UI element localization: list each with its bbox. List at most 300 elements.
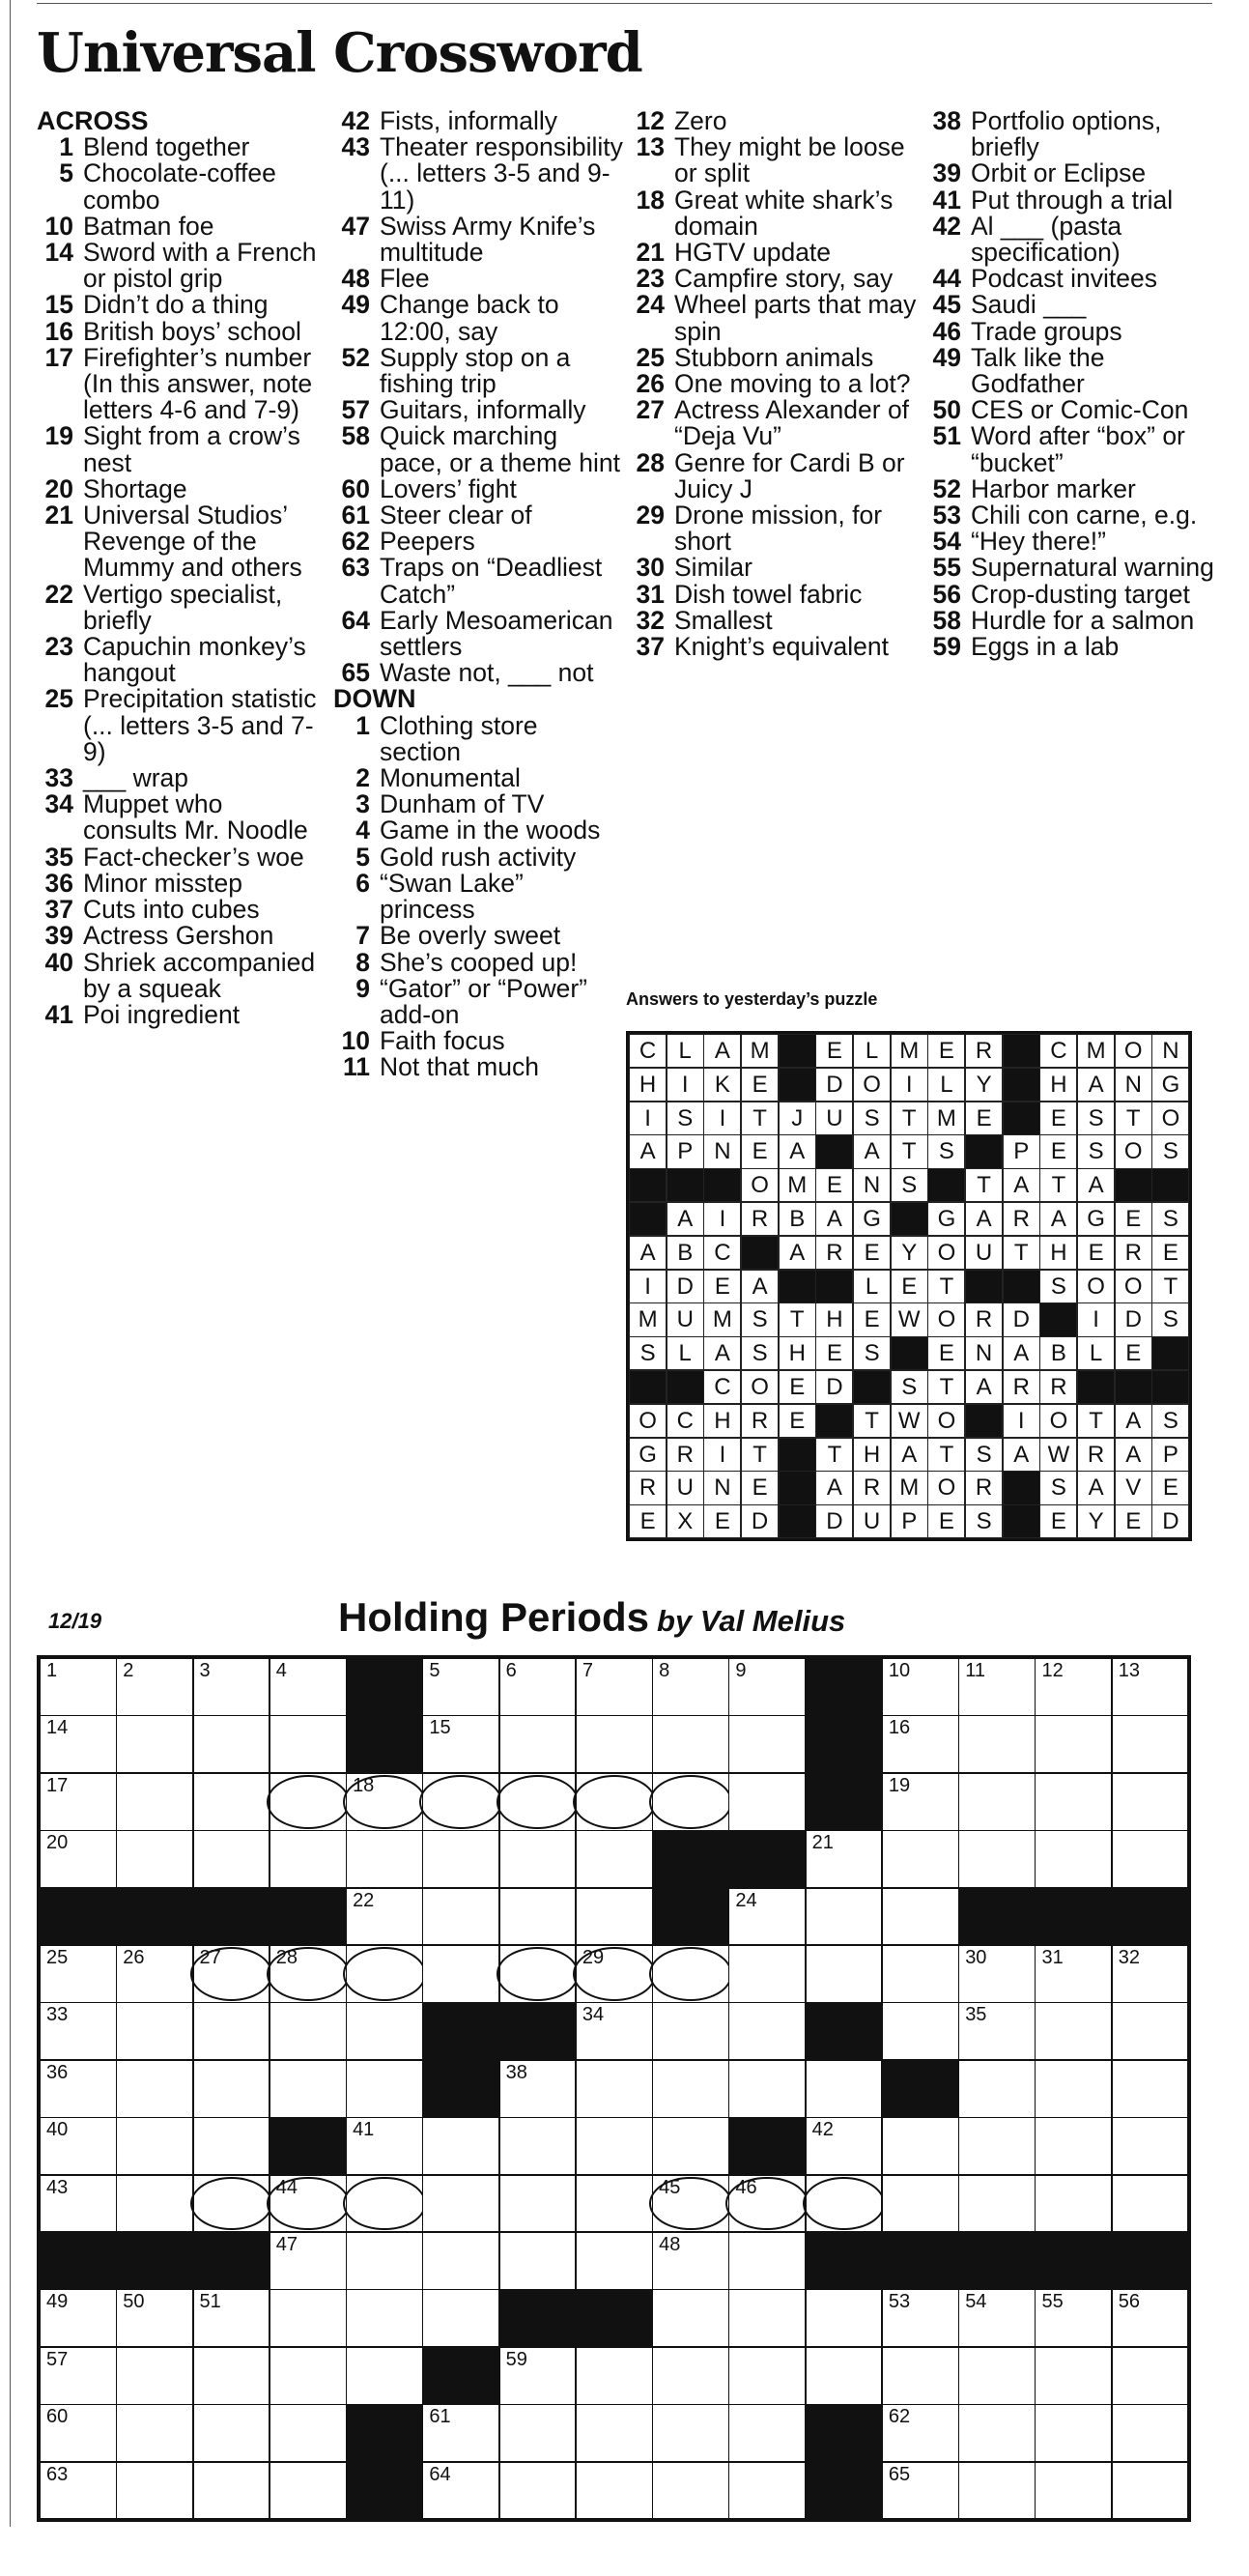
grid-cell[interactable] — [958, 1945, 1036, 2003]
answer-block — [703, 1168, 741, 1202]
answer-cell: A — [815, 1202, 853, 1236]
clue-number: 51 — [932, 421, 961, 451]
clue-text: Dish towel fabric — [674, 579, 863, 609]
cell-number: 30 — [965, 1947, 987, 1968]
grid-cell[interactable] — [193, 1830, 270, 1888]
grid-cell[interactable] — [1035, 2060, 1112, 2118]
clue — [628, 502, 918, 555]
grid-cell[interactable] — [40, 1658, 117, 1716]
answer-cell: L — [927, 1068, 965, 1102]
answer-cell: Y — [1077, 1504, 1115, 1538]
answer-cell: W — [891, 1302, 928, 1336]
answer-cell: R — [965, 1034, 1003, 1068]
clue — [333, 502, 623, 529]
grid-cell[interactable] — [882, 1715, 959, 1773]
grid-cell[interactable] — [499, 2175, 577, 2233]
grid-cell[interactable] — [116, 1773, 193, 1831]
clue-text: Gold rush activity — [380, 842, 577, 872]
grid-cell[interactable] — [40, 2175, 117, 2233]
grid-cell[interactable] — [1035, 2462, 1112, 2520]
grid-cell[interactable] — [1112, 1945, 1189, 2003]
grid-cell[interactable] — [422, 2232, 499, 2290]
grid-cell[interactable] — [1112, 2462, 1189, 2520]
grid-cell[interactable] — [728, 2347, 806, 2405]
grid-cell[interactable] — [958, 2117, 1036, 2175]
answer-cell: E — [629, 1504, 667, 1538]
grid-cell[interactable] — [882, 1773, 959, 1831]
grid-cell[interactable] — [728, 1715, 806, 1773]
grid-cell[interactable] — [346, 1888, 423, 1946]
grid-cell[interactable] — [652, 2175, 729, 2233]
grid-cell[interactable] — [1035, 2404, 1112, 2462]
grid-block — [1112, 2232, 1189, 2290]
grid-cell[interactable] — [728, 2462, 806, 2520]
answer-cell: E — [1115, 1504, 1152, 1538]
grid-cell[interactable] — [576, 2462, 653, 2520]
grid-cell[interactable] — [499, 1715, 577, 1773]
grid-cell[interactable] — [1112, 2347, 1189, 2405]
grid-cell[interactable] — [422, 1888, 499, 1946]
grid-cell[interactable] — [422, 1715, 499, 1773]
grid-cell[interactable] — [576, 1773, 653, 1831]
grid-cell[interactable] — [346, 2117, 423, 2175]
grid-cell[interactable] — [1035, 2002, 1112, 2060]
grid-cell[interactable] — [576, 2404, 653, 2462]
grid-cell[interactable] — [728, 2289, 806, 2347]
grid-cell[interactable] — [806, 1830, 883, 1888]
grid-cell[interactable] — [652, 1773, 729, 1831]
grid-cell[interactable] — [1035, 1830, 1112, 1888]
clue-number: 7 — [355, 921, 370, 951]
grid-cell[interactable] — [40, 2060, 117, 2118]
grid-cell[interactable] — [116, 1830, 193, 1888]
clue-number: 32 — [636, 605, 665, 635]
grid-cell[interactable] — [882, 1945, 959, 2003]
answer-cell: S — [853, 1102, 891, 1135]
grid-cell[interactable] — [652, 2232, 729, 2290]
grid-cell[interactable] — [882, 2347, 959, 2405]
grid-cell[interactable] — [270, 1715, 347, 1773]
clue-number: 39 — [932, 158, 961, 188]
answer-cell: R — [1003, 1370, 1040, 1404]
grid-cell[interactable] — [958, 2404, 1036, 2462]
grid-cell[interactable] — [193, 2462, 270, 2520]
grid-cell[interactable] — [270, 1830, 347, 1888]
grid-cell[interactable] — [958, 2002, 1036, 2060]
clue-column-2 — [333, 108, 623, 1081]
grid-cell[interactable] — [116, 2117, 193, 2175]
grid-cell[interactable] — [422, 1658, 499, 1716]
answer-cell: I — [891, 1068, 928, 1102]
cell-number: 55 — [1041, 2291, 1064, 2313]
answer-cell: R — [1077, 1438, 1115, 1472]
answer-cell: N — [703, 1471, 741, 1504]
answer-cell: T — [779, 1302, 816, 1336]
grid-cell[interactable] — [728, 2404, 806, 2462]
answer-block — [1039, 1302, 1077, 1336]
clue — [628, 579, 918, 609]
clue-number: 58 — [341, 421, 370, 451]
grid-cell[interactable] — [193, 2347, 270, 2405]
grid-cell[interactable] — [882, 2404, 959, 2462]
answer-block — [1077, 1370, 1115, 1404]
grid-cell[interactable] — [499, 2117, 577, 2175]
answer-block — [779, 1270, 816, 1303]
grid-cell[interactable] — [806, 2060, 883, 2118]
circle-marker — [803, 2177, 886, 2231]
clue — [333, 397, 623, 423]
grid-cell[interactable] — [1035, 2289, 1112, 2347]
cell-number: 63 — [46, 2463, 69, 2485]
grid-cell[interactable] — [422, 1945, 499, 2003]
clue-number: 15 — [44, 290, 73, 320]
grid-cell[interactable] — [1112, 2117, 1189, 2175]
grid-cell[interactable] — [1112, 1830, 1189, 1888]
grid-cell[interactable] — [193, 2060, 270, 2118]
clue — [924, 266, 1214, 292]
grid-cell[interactable] — [116, 1945, 193, 2003]
grid-cell[interactable] — [652, 2060, 729, 2118]
grid-cell[interactable] — [270, 2404, 347, 2462]
grid-cell[interactable] — [882, 1830, 959, 1888]
grid-cell[interactable] — [576, 1658, 653, 1716]
grid-cell[interactable] — [116, 2404, 193, 2462]
grid-cell[interactable] — [40, 2462, 117, 2520]
grid-cell[interactable] — [499, 2232, 577, 2290]
grid-cell[interactable] — [652, 2404, 729, 2462]
grid-cell[interactable] — [806, 2117, 883, 2175]
grid-cell[interactable] — [422, 1830, 499, 1888]
grid-cell[interactable] — [958, 2060, 1036, 2118]
answer-cell: H — [1039, 1068, 1077, 1102]
grid-cell[interactable] — [346, 1945, 423, 2003]
grid-cell[interactable] — [270, 2060, 347, 2118]
grid-cell[interactable] — [1035, 1945, 1112, 2003]
grid-cell[interactable] — [576, 1945, 653, 2003]
grid-cell[interactable] — [193, 1773, 270, 1831]
grid-cell[interactable] — [958, 2289, 1036, 2347]
grid-cell[interactable] — [728, 2060, 806, 2118]
clue-number: 61 — [341, 501, 370, 530]
clue-number: 20 — [44, 473, 73, 503]
clue — [333, 1028, 623, 1054]
grid-cell[interactable] — [40, 1715, 117, 1773]
grid-cell[interactable] — [422, 1773, 499, 1831]
clue — [37, 791, 322, 844]
grid-cell[interactable] — [728, 2232, 806, 2290]
grid-cell[interactable] — [193, 1658, 270, 1716]
clue-number: 65 — [341, 658, 370, 688]
grid-cell[interactable] — [728, 1773, 806, 1831]
grid-block — [499, 2002, 577, 2060]
grid-cell[interactable] — [728, 2002, 806, 2060]
clue — [628, 108, 918, 134]
answer-block — [629, 1168, 667, 1202]
grid-cell[interactable] — [193, 1945, 270, 2003]
grid-cell[interactable] — [806, 1945, 883, 2003]
grid-cell[interactable] — [576, 1888, 653, 1946]
answer-cell: H — [779, 1336, 816, 1370]
grid-cell[interactable] — [882, 2462, 959, 2520]
answer-cell: M — [891, 1471, 928, 1504]
clue-text: Batman foe — [83, 211, 214, 241]
answer-block — [629, 1202, 667, 1236]
answer-block — [779, 1471, 816, 1504]
grid-cell[interactable] — [1112, 1773, 1189, 1831]
grid-cell[interactable] — [576, 2117, 653, 2175]
grid-cell[interactable] — [116, 2289, 193, 2347]
cell-number: 15 — [429, 1717, 451, 1739]
grid-cell[interactable] — [652, 2462, 729, 2520]
answer-cell: A — [1115, 1404, 1152, 1438]
grid-cell[interactable] — [499, 1888, 577, 1946]
cell-number: 40 — [46, 2119, 69, 2141]
grid-cell[interactable] — [958, 2462, 1036, 2520]
grid-cell[interactable] — [499, 1830, 577, 1888]
clue — [924, 473, 1214, 503]
cell-number: 21 — [811, 1832, 834, 1854]
answer-cell: P — [1003, 1134, 1040, 1168]
grid-cell[interactable] — [499, 1773, 577, 1831]
answer-cell: E — [965, 1102, 1003, 1135]
grid-cell[interactable] — [346, 2232, 423, 2290]
answer-cell: E — [1039, 1134, 1077, 1168]
answer-cell: C — [703, 1236, 741, 1270]
grid-cell[interactable] — [1112, 2002, 1189, 2060]
grid-cell[interactable] — [1112, 2404, 1189, 2462]
cell-number: 45 — [659, 2176, 681, 2198]
grid-cell[interactable] — [193, 2289, 270, 2347]
answer-cell: A — [667, 1202, 704, 1236]
grid-cell[interactable] — [193, 2175, 270, 2233]
grid-cell[interactable] — [270, 2232, 347, 2290]
grid-cell[interactable] — [270, 1945, 347, 2003]
answer-cell: E — [1151, 1236, 1189, 1270]
answer-cell: H — [815, 1302, 853, 1336]
grid-cell[interactable] — [728, 1945, 806, 2003]
clue — [37, 211, 322, 241]
grid-cell[interactable] — [958, 1658, 1036, 1716]
answer-cell: D — [815, 1068, 853, 1102]
clue — [333, 211, 623, 268]
grid-cell[interactable] — [346, 2175, 423, 2233]
grid-cell[interactable] — [346, 2347, 423, 2405]
grid-cell[interactable] — [1035, 1715, 1112, 1773]
grid-cell[interactable] — [40, 2117, 117, 2175]
grid-cell[interactable] — [40, 1773, 117, 1831]
grid-cell[interactable] — [728, 2175, 806, 2233]
grid-cell[interactable] — [958, 1830, 1036, 1888]
grid-cell[interactable] — [576, 2060, 653, 2118]
grid-cell[interactable] — [652, 2002, 729, 2060]
grid-block — [728, 2117, 806, 2175]
grid-cell[interactable] — [1112, 2060, 1189, 2118]
grid-cell[interactable] — [652, 2289, 729, 2347]
cell-number: 4 — [275, 1660, 287, 1681]
grid-cell[interactable] — [1035, 2175, 1112, 2233]
grid-cell[interactable] — [193, 2404, 270, 2462]
grid-cell[interactable] — [193, 1715, 270, 1773]
clue-number: 14 — [44, 238, 73, 268]
cell-number: 18 — [353, 1774, 375, 1796]
grid-cell[interactable] — [40, 2289, 117, 2347]
grid-cell[interactable] — [40, 1830, 117, 1888]
clue-number: 5 — [59, 158, 73, 188]
answer-cell: O — [741, 1370, 779, 1404]
grid-cell[interactable] — [652, 2347, 729, 2405]
grid-cell[interactable] — [346, 1830, 423, 1888]
answer-cell: E — [703, 1504, 741, 1538]
grid-cell[interactable] — [422, 2117, 499, 2175]
grid-cell[interactable] — [499, 2347, 577, 2405]
grid-cell[interactable] — [270, 2347, 347, 2405]
grid-cell[interactable] — [116, 1658, 193, 1716]
grid-cell[interactable] — [576, 1830, 653, 1888]
grid-cell[interactable] — [116, 2347, 193, 2405]
grid-cell[interactable] — [652, 2117, 729, 2175]
answer-block — [1003, 1102, 1040, 1135]
clue-text: They might be loose or split — [674, 132, 905, 188]
grid-cell[interactable] — [116, 2002, 193, 2060]
grid-cell[interactable] — [422, 2175, 499, 2233]
answer-cell: O — [1115, 1134, 1152, 1168]
grid-cell[interactable] — [576, 2175, 653, 2233]
answer-cell: G — [853, 1202, 891, 1236]
answer-cell: L — [1077, 1336, 1115, 1370]
clue-number: 19 — [44, 421, 73, 451]
clue-number: 1 — [59, 132, 73, 162]
grid-cell[interactable] — [882, 2002, 959, 2060]
answer-cell: A — [815, 1471, 853, 1504]
answer-block — [1115, 1168, 1152, 1202]
clue-text: Muppet who consults Mr. Noodle — [83, 789, 308, 845]
grid-cell[interactable] — [806, 1888, 883, 1946]
grid-cell[interactable] — [270, 2289, 347, 2347]
grid-cell[interactable] — [346, 2002, 423, 2060]
clue — [37, 686, 322, 765]
grid-cell[interactable] — [728, 1658, 806, 1716]
puzzle-byline: by Val Melius — [657, 1604, 846, 1638]
grid-cell[interactable] — [882, 1658, 959, 1716]
grid-cell[interactable] — [958, 1715, 1036, 1773]
answer-cell: E — [779, 1370, 816, 1404]
clue-text: “Hey there!” — [971, 527, 1106, 557]
grid-cell[interactable] — [422, 2462, 499, 2520]
grid-cell[interactable] — [1035, 2347, 1112, 2405]
cell-number: 13 — [1118, 1660, 1140, 1681]
clue-text: Drone mission, for short — [674, 501, 883, 557]
top-rule — [37, 3, 1212, 4]
grid-cell[interactable] — [270, 1658, 347, 1716]
grid-cell[interactable] — [882, 1888, 959, 1946]
grid-cell[interactable] — [882, 2289, 959, 2347]
grid-cell[interactable] — [40, 1945, 117, 2003]
answer-cell: T — [891, 1134, 928, 1168]
answer-cell: D — [815, 1370, 853, 1404]
grid-cell[interactable] — [193, 2002, 270, 2060]
grid-cell[interactable] — [1035, 2117, 1112, 2175]
grid-cell[interactable] — [346, 2060, 423, 2118]
grid-cell[interactable] — [1035, 1658, 1112, 1716]
grid-block — [193, 2232, 270, 2290]
clue-text: Clothing store section — [380, 710, 538, 766]
grid-cell[interactable] — [1112, 1658, 1189, 1716]
answer-cell: L — [853, 1034, 891, 1068]
grid-cell[interactable] — [652, 1715, 729, 1773]
grid-block — [193, 1888, 270, 1946]
grid-cell[interactable] — [116, 1715, 193, 1773]
grid-cell[interactable] — [40, 2404, 117, 2462]
clue — [333, 342, 623, 399]
grid-cell[interactable] — [958, 2175, 1036, 2233]
answer-cell: R — [965, 1302, 1003, 1336]
clue-number: 41 — [932, 185, 961, 215]
grid-block — [806, 1773, 883, 1831]
grid-cell[interactable] — [270, 2175, 347, 2233]
grid-cell[interactable] — [806, 2347, 883, 2405]
grid-cell[interactable] — [499, 2404, 577, 2462]
answer-cell: S — [1151, 1404, 1189, 1438]
grid-cell[interactable] — [652, 1945, 729, 2003]
grid-cell[interactable] — [499, 1945, 577, 2003]
grid-cell[interactable] — [958, 1773, 1036, 1831]
grid-cell[interactable] — [422, 2289, 499, 2347]
grid-cell[interactable] — [40, 2347, 117, 2405]
grid-cell[interactable] — [116, 2462, 193, 2520]
grid-cell[interactable] — [882, 2117, 959, 2175]
grid-cell[interactable] — [346, 1773, 423, 1831]
grid-cell[interactable] — [1035, 1773, 1112, 1831]
cell-number: 2 — [123, 1660, 134, 1681]
grid-cell[interactable] — [499, 1658, 577, 1716]
grid-cell[interactable] — [576, 2232, 653, 2290]
grid-cell[interactable] — [576, 2002, 653, 2060]
grid-cell[interactable] — [958, 2347, 1036, 2405]
clue — [333, 473, 623, 503]
clue-text: CES or Comic-Con — [971, 395, 1189, 425]
grid-cell[interactable] — [806, 2175, 883, 2233]
clue — [37, 634, 322, 686]
answer-cell: E — [1039, 1102, 1077, 1135]
clue — [37, 844, 322, 871]
answer-cell: A — [853, 1134, 891, 1168]
grid-cell[interactable] — [882, 2175, 959, 2233]
grid-cell[interactable] — [422, 2404, 499, 2462]
grid-cell[interactable] — [499, 2462, 577, 2520]
grid-cell[interactable] — [346, 2289, 423, 2347]
grid-cell[interactable] — [576, 2347, 653, 2405]
grid-cell[interactable] — [116, 2060, 193, 2118]
answers-title: Answers to yesterday’s puzzle — [626, 989, 878, 1009]
grid-cell[interactable] — [116, 2175, 193, 2233]
grid-cell[interactable] — [270, 2462, 347, 2520]
grid-cell[interactable] — [1112, 2175, 1189, 2233]
grid-cell[interactable] — [499, 2060, 577, 2118]
grid-cell[interactable] — [728, 1888, 806, 1946]
clue-text: Quick marching pace, or a theme hint — [380, 421, 620, 477]
grid-cell[interactable] — [1112, 1715, 1189, 1773]
grid-cell[interactable] — [806, 2289, 883, 2347]
grid-cell[interactable] — [1112, 2289, 1189, 2347]
grid-cell[interactable] — [40, 2002, 117, 2060]
grid-cell[interactable] — [576, 1715, 653, 1773]
clue-number: 17 — [44, 342, 73, 372]
crossword-grid — [37, 1655, 1191, 2522]
grid-cell[interactable] — [652, 1658, 729, 1716]
grid-cell[interactable] — [270, 1773, 347, 1831]
grid-cell[interactable] — [270, 2002, 347, 2060]
grid-cell[interactable] — [193, 2117, 270, 2175]
